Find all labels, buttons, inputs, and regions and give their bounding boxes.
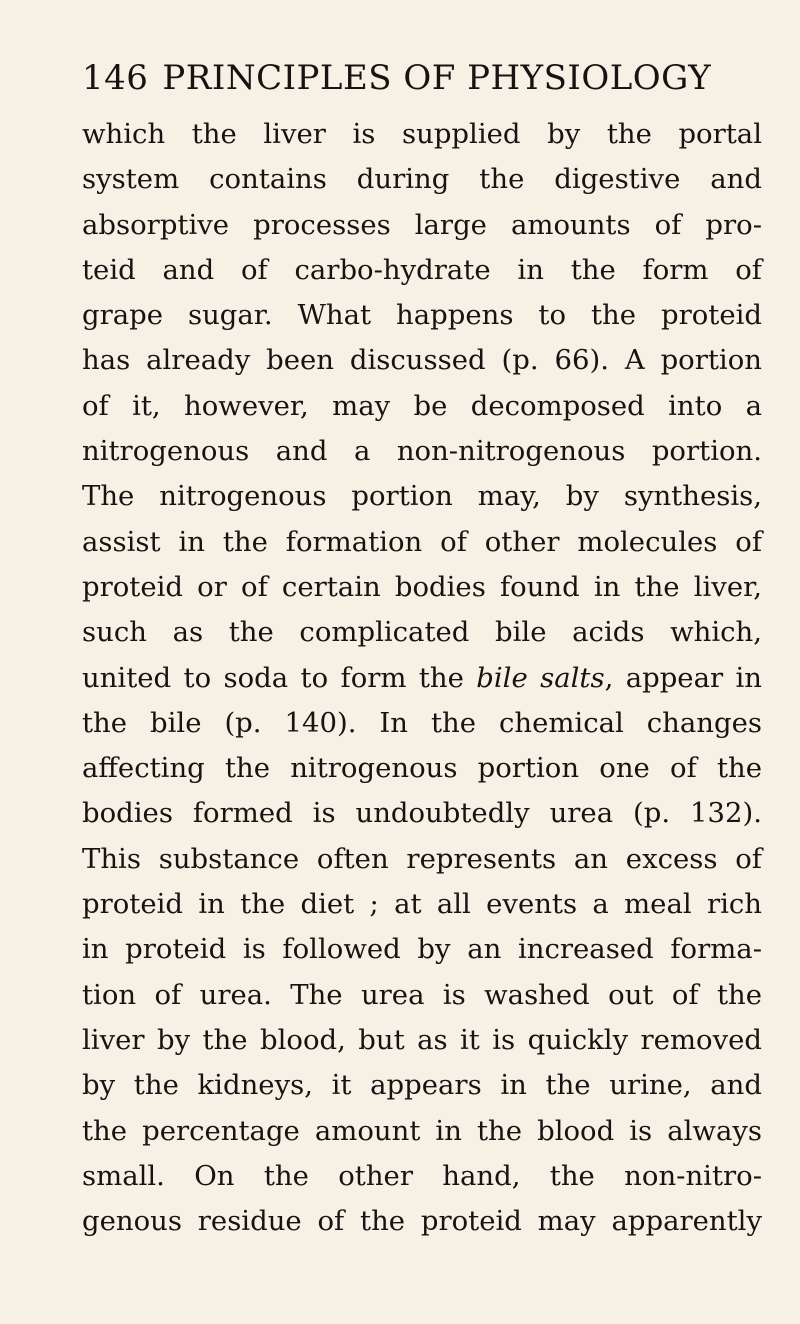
text-line-25: genous residue of the proteid may apparently bbox=[82, 1205, 762, 1238]
text-line-17: This substance often represents an excess of bbox=[82, 842, 762, 875]
text-line-2: system contains during the digestive and bbox=[82, 163, 762, 196]
text-line-13: united to soda to form the bile salts, appear in bbox=[82, 661, 762, 694]
text-line-11: proteid or of certain bodies found in the liver, bbox=[82, 570, 762, 603]
text-line-12: such as the complicated bile acids which, bbox=[82, 616, 762, 649]
text-line-6: has already been discussed (p. 66). A portion bbox=[82, 344, 762, 377]
text-line-23: the percentage amount in the blood is always bbox=[82, 1114, 762, 1147]
text-line-7: of it, however, may be decomposed into a bbox=[82, 389, 762, 422]
text-line-21: liver by the blood, but as it is quickly removed bbox=[82, 1023, 762, 1056]
text-line-18: proteid in the diet ; at all events a meal rich bbox=[82, 888, 762, 921]
text-line-3: absorptive processes large amounts of pro- bbox=[82, 208, 762, 241]
text-line-8: nitrogenous and a non-nitrogenous portion. bbox=[82, 435, 762, 468]
text-line-16: bodies formed is undoubtedly urea (p. 132). bbox=[82, 797, 762, 830]
text-line-24: small. On the other hand, the non-nitro- bbox=[82, 1159, 762, 1192]
body-text bbox=[82, 112, 762, 1244]
bile-salts-emphasis: bile salts bbox=[476, 661, 605, 694]
text-line-10: assist in the formation of other molecules of bbox=[82, 525, 762, 558]
text-line-15: affecting the nitrogenous portion one of the bbox=[82, 752, 762, 785]
text-line-9: The nitrogenous portion may, by synthesis, bbox=[82, 480, 762, 513]
running-title: PRINCIPLES OF PHYSIOLOGY bbox=[162, 58, 712, 98]
text-line-14: the bile (p. 140). In the chemical changes bbox=[82, 706, 762, 739]
running-head bbox=[82, 58, 711, 98]
text-line-19: in proteid is followed by an increased forma- bbox=[82, 933, 762, 966]
text-line-20: tion of urea. The urea is washed out of the bbox=[82, 978, 762, 1011]
text-line-22: by the kidneys, it appears in the urine, and bbox=[82, 1069, 762, 1102]
text-line-4: teid and of carbo-hydrate in the form of bbox=[82, 253, 762, 286]
text-line-5: grape sugar. What happens to the proteid bbox=[82, 299, 762, 332]
page-number: 146 bbox=[82, 58, 149, 98]
text-line-1: which the liver is supplied by the portal bbox=[82, 118, 762, 150]
